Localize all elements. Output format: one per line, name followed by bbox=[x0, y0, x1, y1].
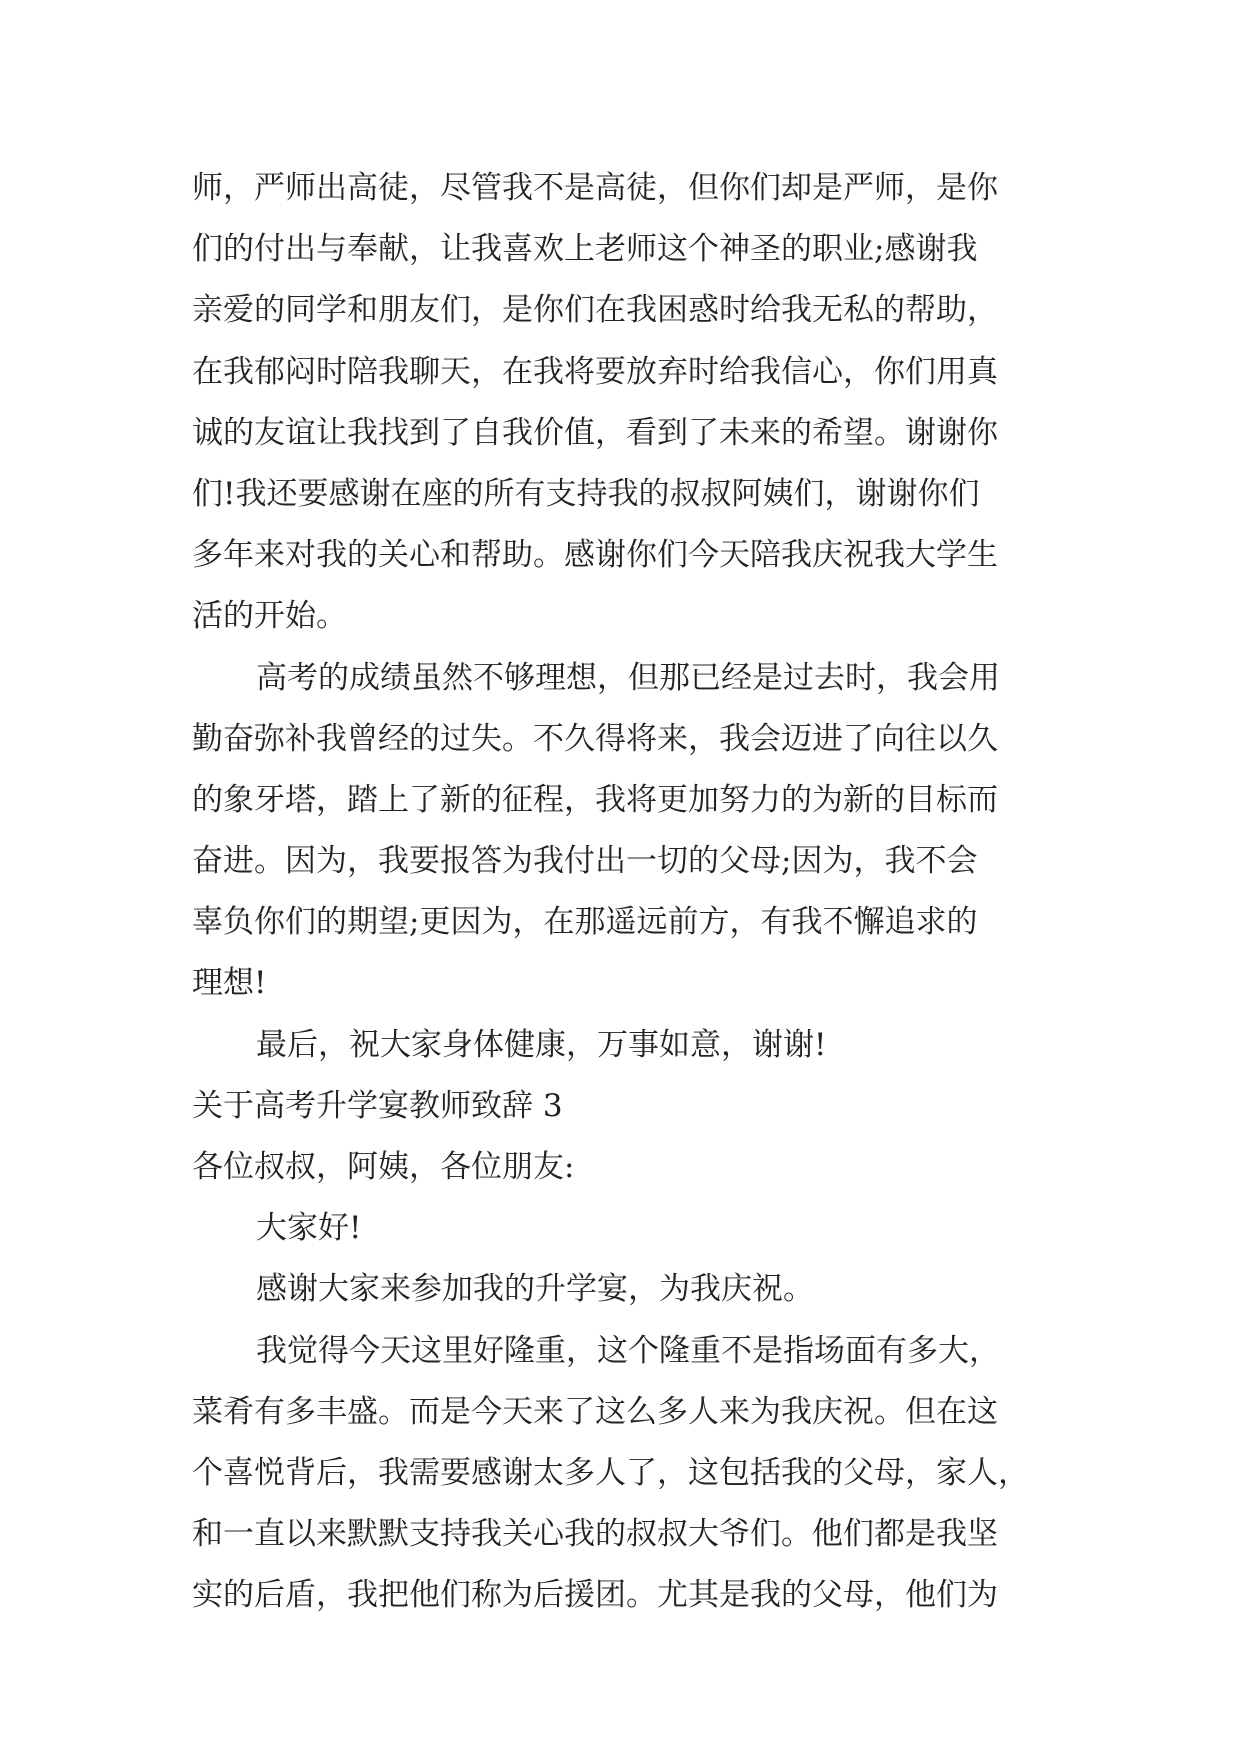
text-line: 和一直以来默默支持我关心我的叔叔大爷们。他们都是我坚 bbox=[192, 1516, 998, 1553]
text-line: 勤奋弥补我曾经的过失。不久得将来，我会迈进了向往以久 bbox=[192, 720, 998, 757]
text-line: 实的后盾，我把他们称为后援团。尤其是我的父母，他们为 bbox=[192, 1577, 998, 1614]
text-line: 辜负你们的期望;更因为，在那遥远前方，有我不懈追求的 bbox=[192, 904, 978, 941]
text-line: 们!我还要感谢在座的所有支持我的叔叔阿姨们，谢谢你们 bbox=[192, 475, 980, 512]
text-line: 多年来对我的关心和帮助。感谢你们今天陪我庆祝我大学生 bbox=[192, 537, 998, 574]
paragraph-start: 感谢大家来参加我的升学宴，为我庆祝。 bbox=[256, 1271, 814, 1308]
text-line: 奋进。因为，我要报答为我付出一切的父母;因为，我不会 bbox=[192, 843, 978, 880]
closing-wish: 最后，祝大家身体健康，万事如意，谢谢! bbox=[256, 1026, 827, 1063]
text-line: 菜肴有多丰盛。而是今天来了这么多人来为我庆祝。但在这 bbox=[192, 1393, 998, 1430]
text-line: 的象牙塔，踏上了新的征程，我将更加努力的为新的目标而 bbox=[192, 781, 998, 818]
text-line: 诚的友谊让我找到了自我价值，看到了未来的希望。谢谢你 bbox=[192, 414, 998, 451]
document-body bbox=[192, 158, 1072, 1627]
text-line: 师，严师出高徒，尽管我不是高徒，但你们却是严师，是你 bbox=[192, 170, 998, 206]
salutation: 各位叔叔，阿姨，各位朋友: bbox=[192, 1149, 575, 1185]
paragraph-start: 高考的成绩虽然不够理想，但那已经是过去时，我会用 bbox=[256, 659, 1000, 696]
paragraph-start: 我觉得今天这里好隆重，这个隆重不是指场面有多大， bbox=[256, 1332, 1000, 1369]
text-line: 在我郁闷时陪我聊天，在我将要放弃时给我信心，你们用真 bbox=[192, 353, 998, 390]
text-line: 个喜悦背后，我需要感谢太多人了，这包括我的父母，家人， bbox=[192, 1454, 1029, 1491]
text-line: 活的开始。 bbox=[192, 598, 347, 635]
greeting: 大家好! bbox=[256, 1210, 362, 1247]
text-line: 理想! bbox=[192, 965, 267, 1002]
text-line: 们的付出与奉献，让我喜欢上老师这个神圣的职业;感谢我 bbox=[192, 231, 978, 268]
section-heading: 关于高考升学宴教师致辞 3 bbox=[192, 1087, 563, 1124]
text-line: 亲爱的同学和朋友们，是你们在我困惑时给我无私的帮助， bbox=[192, 292, 998, 329]
